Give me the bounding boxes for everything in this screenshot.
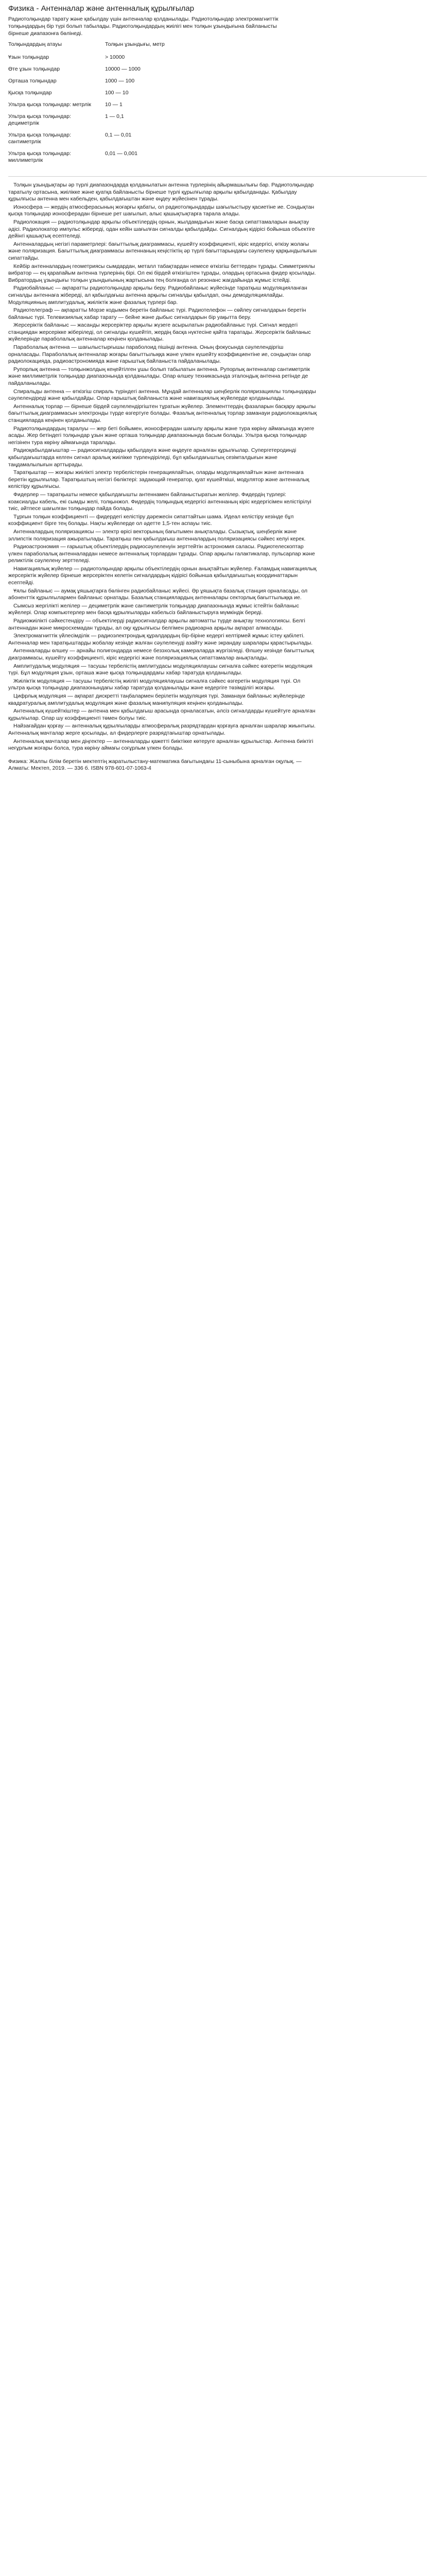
body-paragraph: Радиолокация — радиотолқындар арқылы объектілердің орнын, жылдамдығын және басқа сипаттамаларын анықтау әдісі. Радиолокатор импульс жібереді, одан кейін шағылған сигналды қабылдайды. Сигналдың кідірісі бойынша объектіге дейінгі қашықтық есептеледі. [8,218,315,240]
band-range-cell: 10 — 1 [105,101,123,108]
body-paragraph: Навигациялық жүйелер — радиотолқындар арқылы объектілердің орнын анықтайтын жүйелер. Ғаламдық навигациялық жерсеріктік жүйелер бірнеше жерсеріктен келетін сигналдардың кідірісі бойынша қабылдағыштың координаттарын есептейді. [8,565,317,586]
band-name-cell: Ультра қысқа толқындар: сантиметрлік [8,132,71,145]
band-name-cell: Ультра қысқа толқындар: дециметрлік [8,113,71,126]
body-paragraph: Тұрғын толқын коэффициенті — фидердегі келістіру дәрежесін сипаттайтын шама. Идеал келістіру кезінде бұл коэффициент бірге тең болады. Нақты жүйелерде ол әдетте 1,5-тен аспауы тиіс. [8,513,294,527]
section-divider [8,176,427,177]
body-paragraph: Фидерлер — таратқышты немесе қабылдағышты антеннамен байланыстыратын желілер. Фидердің түрлері: коаксиалды кабель, екі сымды желі, толқынжол. Фидердің толқындық кедергісі антеннаның кіріс кедергісімен келістірілуі тиіс, әйтпесе шағылған толқындар пайда болады. [8,491,311,512]
body-paragraph: Ионосфера — жердің атмосферасының жоғарғы қабаты, ол радиотолқындарды шағылыстыру қасиетіне ие. Сондықтан қысқа толқындар ионосферадан бірнеше рет шағылып, алыс қашықтықтарға тарала алады. [8,204,315,217]
body-paragraph: Антенналарды өлшеу — арнайы полигондарда немесе безэхолық камераларда жүргізіледі. Өлшеу кезінде бағыттылық диаграммасы, күшейту коэффициенті, кіріс кедергісі және поляризациялық сипаттамалар анықталады. [8,648,314,661]
body-paragraph: Радиожиілікті сәйкестендіру — объектілерді радиосигналдар арқылы автоматты түрде анықтау технологиясы. Белгі антеннадан және микросхемадан тұрады, ал оқу құрылғысы белгімен радиоарна арқылы ақпарат алмасады. [8,618,305,631]
body-paragraph: Радиобайланыс — ақпаратты радиотолқындар арқылы беру. Радиобайланыс жүйесінде таратқыш модуляцияланған сигналды антеннаға жібереді, ал қабылдағыш антенна арқылы сигналды қабылдап, оны демодуляциялайды. Модуляцияның амплитудалық, жиіліктік және фазалық түрлері бар. [8,285,307,306]
body-paragraph: Найзағайдан қорғау — антенналық құрылғыларды атмосфералық разрядтардан қорғауға арналған шаралар жиынтығы. Антенналық мачталар жерге қосылады, ал фидерлерге разрядтағыштар орнатылады. [8,723,316,736]
band-range-cell: > 10000 [105,54,125,60]
table-row [8,150,194,169]
table-row [8,54,194,66]
body-paragraph: Толқын ұзындықтары әр түрлі диапазондарда қолданылатын антенна түрлерінің айырмашылығы бар. Радиотолқындар таратылу ортасына, жиілікке және қуатқа байланысты бірнеше түрлі құрылғылар арқылы қабылданады. Қабылдау құрылғысы антенна мен кабельден, қабылдағыштан және өңдеу жүйесінен тұрады. [8,182,314,202]
body-paragraph: Спиральды антенна — өткізгіш спираль түріндегі антенна. Мұндай антенналар шеңберлік поляризациялы толқындарды сәулелендіреді және қабылдайды. Олар ғарыштық байланыста және навигациялық жүйелерде қолданылады. [8,388,316,402]
band-range-cell: 100 — 10 [105,90,129,96]
body-paragraph: Жерсеріктік байланыс — жасанды жерсеріктер арқылы жүзеге асырылатын радиобайланыс түрі. Сигнал жердегі станциядан жерсерікке жіберіледі, ол сигналды күшейтіп, жердің басқа нүктесіне қайта таратады. Жерсеріктік байланыс жүйелерінде параболалық антенналар кеңінен қолданылады. [8,322,311,343]
body-paragraph: Сымсыз жергілікті желілер — дециметрлік және сантиметрлік толқындар диапазонында жұмыс істейтін байланыс жүйелері. Олар компьютерлер мен басқа құрылғыларды кабельсіз байланыстыруға мүмкіндік береді. [8,602,299,616]
body-paragraph: Амплитудалық модуляция — тасушы тербелістің амплитудасы модуляциялаушы сигналға сәйкес өзгеретін модуляция түрі. Бұл модуляция ұзын, орташа және қысқа толқындардағы хабар таратуда қолданылады. [8,663,312,676]
body-paragraph: Радиотолқындардың таралуы — жер беті бойымен, ионосферадан шағылу арқылы және тура көріну аймағында жүзеге асады. Жер бетіндегі толқындар ұзын және орташа толқындар диапазонында басым болады. Ультра қысқа толқындар негізінен тура көріну аймағында таралады. [8,425,315,446]
wavelength-bands-table [8,41,194,169]
body-paragraph: Антенналық торлар — бірнеше бірдей сәулелендіргіштен тұратын жүйелер. Элементтердің фазаларын басқару арқылы бағыттылық диаграммасын электронды түрде өзгертуге болады. Фазалық антенналық торлар заманауи радиолокациялық станцияларда кеңінен қолданылады. [8,403,317,423]
table-row [8,90,194,101]
body-paragraph: Антенналардың негізгі параметрлері: бағыттылық диаграммасы, күшейту коэффициенті, кіріс кедергісі, өткізу жолағы және поляризация. Бағыттылық диаграммасы антеннаның кеңістіктің әр түрлі бағыттарындағы сәулелену қарқындылығын сипаттайды. [8,241,317,261]
body-paragraph: Ұялы байланыс — аумақ ұяшықтарға бөлінген радиобайланыс жүйесі. Әр ұяшықта базалық станция орналасады, ол абоненттік құрылғылармен байланыс орнатады. Базалық станциялардың антенналары секторлық бағыттылыққа ие. [8,587,308,601]
table-header-row [8,41,194,54]
band-name-cell: Орташа толқындар [8,78,57,84]
table-row [8,113,194,132]
body-paragraph: Электромагниттік үйлесімділік — радиоэлектрондық құралдардың бір-біріне кедергі келтірмей жұмыс істеу қабілеті. Антенналар мен таратқыштарды жобалау кезінде жалған сәулеленуді азайту және экрандау шаралары қарастырылады. [8,633,313,646]
body-paragraph: Цифрлық модуляция — ақпарат дискретті таңбалармен берілетін модуляция түрі. Заманауи байланыс жүйелерінде квадратуралық амплитудалық модуляция және фазалық манипуляция кеңінен қолданылады. [8,692,305,706]
body-paragraph: Таратқыштар — жоғары жиілікті электр тербелістерін генерациялайтын, оларды модуляциялайтын және антеннаға беретін құрылғылар. Таратқыштың негізгі бөліктері: задающий генератор, қуат күшейткіші, модулятор және антенналық келістіру құрылғысы. [8,469,309,490]
source-citation: Физика: Жалпы білім беретін мектептің жаратылыстану-математика бағытындағы 11-сыныбына арналған оқулық. — Алматы: Мектеп, 2019. — 336 б. ISBN 978-601-07-1063-4 [8,758,302,772]
body-paragraph: Рупорлық антенна — толқынжолдың кеңейтілген ұшы болып табылатын антенна. Рупорлық антенналар сантиметрлік және миллиметрлік толқындар диапазонында қолданылады. Олар өлшеу техникасында эталондық антенна ретінде де пайдаланылады. [8,366,310,387]
body-paragraph: Радиотелеграф — ақпаратты Морзе кодымен беретін байланыс түрі. Радиотелефон — сөйлеу сигналдарын беретін байланыс түрі. Телевизиялық хабар тарату — бейне және дыбыс сигналдарын бір уақытта беру. [8,307,306,320]
body-paragraph: Жиіліктік модуляция — тасушы тербелістің жиілігі модуляциялаушы сигналға сәйкес өзгеретін модуляция түрі. Ол ультра қысқа толқындар диапазонындағы хабар таратуда қолданылады және кедергіге төзімділігі жоғары. [8,677,301,691]
band-name-cell: Өте ұзын толқындар [8,66,60,72]
body-text [8,182,427,752]
table-row [8,78,194,90]
band-name-cell: Қысқа толқындар [8,90,52,96]
intro-paragraph: Радиотолқындар тарату және қабылдау үшін антенналар қолданылады. Радиотолқындар электромагниттік толқындардың бір түрі болып табылады. Радиотолқындардың жиілігі мен толқын ұзындығына байланысты бірнеше диапазонға бөлінеді. [8,16,278,37]
table-row [8,101,194,113]
wavelength-bands-table-body [8,41,194,169]
band-range-cell: 1 — 0,1 [105,113,124,120]
band-range-cell: 0,1 — 0,01 [105,132,132,138]
table-header-name: Толқындардың атауы [8,41,62,47]
band-range-cell: 10000 — 1000 [105,66,141,72]
body-paragraph: Антенналық күшейткіштер — антенна мен қабылдағыш арасында орналасатын, әлсіз сигналдарды күшейтуге арналған құрылғылар. Олар шу коэффициенті төмен болуы тиіс. [8,708,316,721]
body-paragraph: Радиоастрономия — ғарыштық объектілердің радиосәулеленуін зерттейтін астрономия саласы. Радиотелескоптар үлкен параболалық антенналардан немесе антенналық торлардан тұрады. Олар арқылы галактикалар, пульсарлар және реликтілік сәулелену зерттеледі. [8,544,315,564]
body-paragraph: Радиоқабылдағыштар — радиосигналдарды қабылдауға және өңдеуге арналған құрылғылар. Супергетеродинді қабылдағыштарда келген сигнал аралық жиілікке түрлендіріледі, бұл қабылдағыштың сезімталдығын және таңдамалылығын арттырады. [8,447,297,468]
table-row [8,66,194,78]
body-paragraph: Кейбір антенналардың геометриясы сымдардан, металл табақтардан немесе өткізгіш беттерден тұрады. Симметриялы вибратор — ең қарапайым антенна түрлерінің бірі. Ол екі бірдей өткізгіштен тұрады, олардың ортасына фидер қосылады. Вибратордың ұзындығы толқын ұзындығының жартысына тең болғанда ол резонанс жағдайында жұмыс істейді. [8,263,316,283]
body-paragraph: Параболалық антенна — шағылыстырғышы параболоид пішінді антенна. Оның фокусында сәулелендіргіш орналасады. Параболалық антенналар жоғары бағыттылыққа және үлкен күшейту коэффициентіне ие, сондықтан олар радиолокацияда, радиоастрономияда және ғарыштық байланыста пайдаланылады. [8,344,311,365]
band-name-cell: Ультра қысқа толқындар: метрлік [8,101,91,108]
table-row [8,132,194,150]
document-title: Физика - Антенналар және антенналық құрылғылар [8,4,195,13]
band-range-cell: 0,01 — 0,001 [105,150,138,157]
band-name-cell: Ультра қысқа толқындар: миллиметрлік [8,150,71,163]
band-range-cell: 1000 — 100 [105,78,135,84]
table-header-range: Толқын ұзындығы, метр [105,41,165,47]
body-paragraph: Антенналық мачталар мен діңгектер — антенналарды қажетті биіктікке көтеруге арналған құрылыстар. Антенна биіктігі неғұрлым жоғары болса, тура көріну аймағы соғұрлым үлкен болады. [8,738,313,752]
body-paragraph: Антенналардың поляризациясы — электр өрісі векторының бағытымен анықталады. Сызықтық, шеңберлік және эллипстік поляризация ажыратылады. Таратқыш пен қабылдағыш антенналардың поляризациясы сәйкес келуі керек. [8,528,306,542]
band-name-cell: Ұзын толқындар [8,54,49,60]
